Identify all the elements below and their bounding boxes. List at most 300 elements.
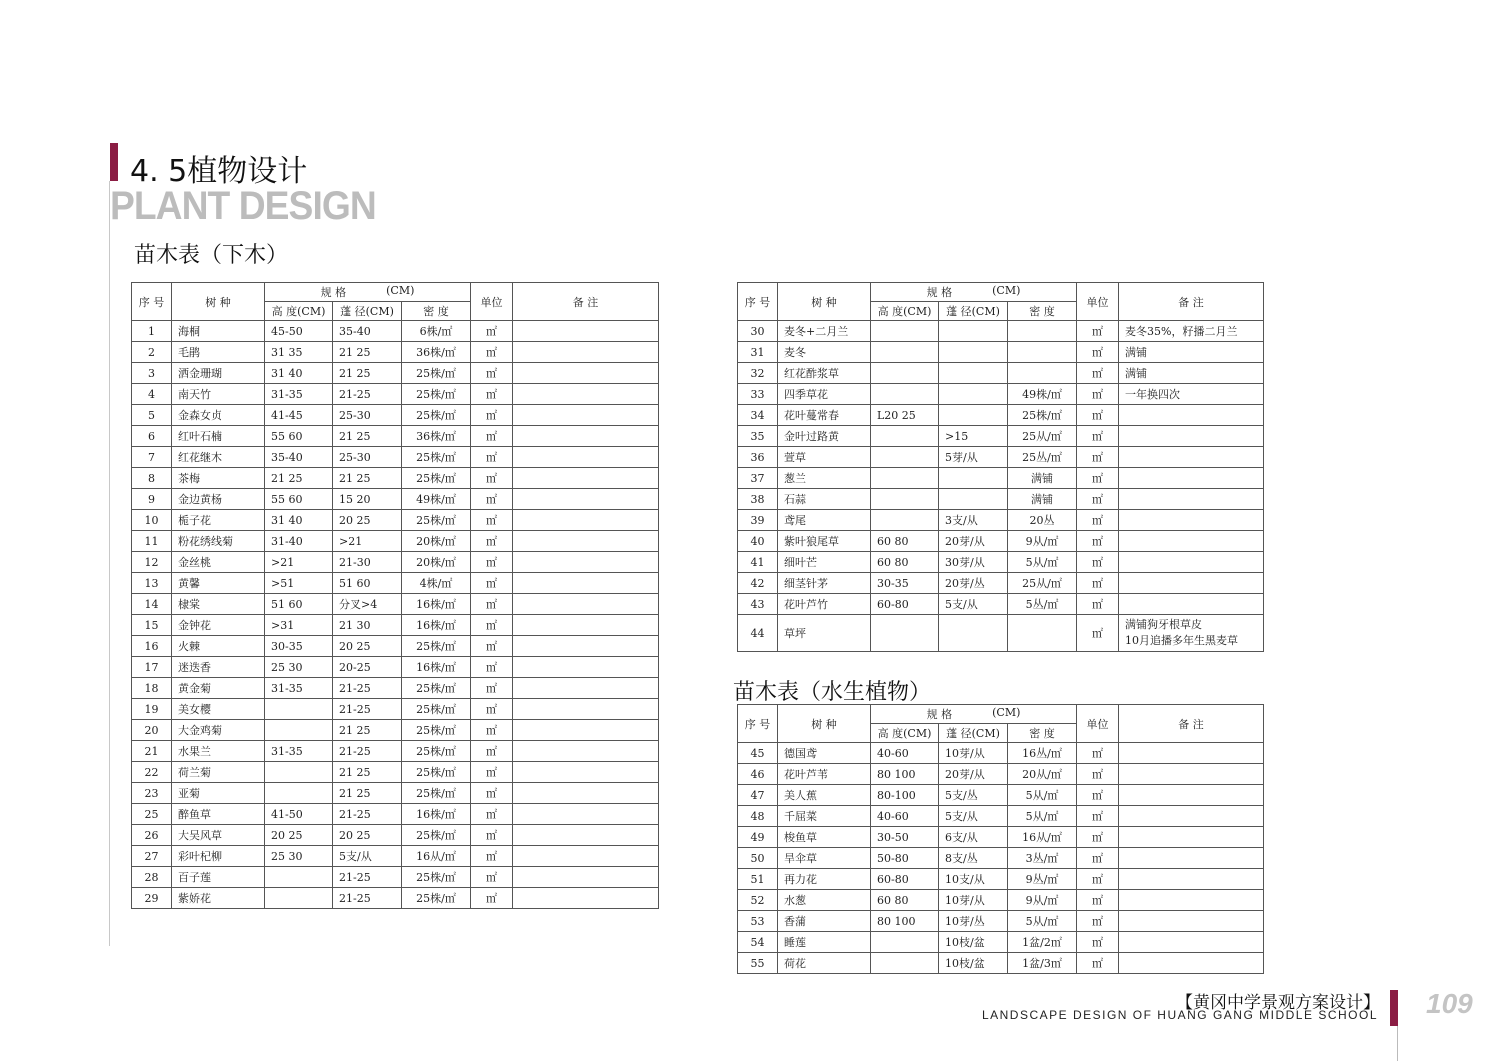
row-no: 3 xyxy=(132,363,172,384)
row-height: 25 30 xyxy=(265,657,333,678)
row-remarks xyxy=(513,825,659,846)
row-spread: 25-30 xyxy=(333,405,402,426)
row-height xyxy=(871,321,939,342)
row-spread: 5支/丛 xyxy=(939,785,1008,806)
row-species: 迷迭香 xyxy=(172,657,265,678)
row-height xyxy=(265,867,333,888)
row-spread: 3支/从 xyxy=(939,510,1008,531)
row-spread: 21-25 xyxy=(333,678,402,699)
row-spread: 21 25 xyxy=(333,363,402,384)
row-no: 22 xyxy=(132,762,172,783)
footer-accent-bar xyxy=(1390,990,1398,1026)
row-spread: 21-25 xyxy=(333,888,402,909)
row-spread: 21 25 xyxy=(333,468,402,489)
row-spread: 21-25 xyxy=(333,384,402,405)
row-no: 31 xyxy=(738,342,778,363)
row-unit: ㎡ xyxy=(1077,531,1119,552)
row-species: 粉花绣线菊 xyxy=(172,531,265,552)
row-density: 16从/㎡ xyxy=(1008,827,1077,848)
row-species: 花叶芦竹 xyxy=(778,594,871,615)
row-no: 35 xyxy=(738,426,778,447)
table-row xyxy=(132,678,659,699)
row-height: 60 80 xyxy=(871,531,939,552)
row-unit: ㎡ xyxy=(471,804,513,825)
row-unit: ㎡ xyxy=(471,342,513,363)
table-row xyxy=(132,888,659,909)
row-no: 25 xyxy=(132,804,172,825)
row-unit: ㎡ xyxy=(471,636,513,657)
aquatic-table-title: 苗木表（水生植物） xyxy=(733,680,932,705)
row-spread: 6支/从 xyxy=(939,827,1008,848)
table-row xyxy=(738,615,1264,652)
header-remarks: 备 注 xyxy=(513,283,659,321)
row-unit: ㎡ xyxy=(1077,806,1119,827)
table-row xyxy=(132,762,659,783)
row-no: 50 xyxy=(738,848,778,869)
row-no: 47 xyxy=(738,785,778,806)
row-unit: ㎡ xyxy=(471,468,513,489)
row-height: 41-50 xyxy=(265,804,333,825)
row-unit: ㎡ xyxy=(471,615,513,636)
row-spread: 5支/从 xyxy=(333,846,402,867)
row-remarks xyxy=(513,573,659,594)
row-density xyxy=(1008,615,1077,652)
row-species: 水葱 xyxy=(778,890,871,911)
header-spread: 蓬 径(CM) xyxy=(939,302,1008,321)
row-density xyxy=(1008,342,1077,363)
table-row xyxy=(738,932,1264,953)
header-no: 序 号 xyxy=(738,705,778,743)
row-density: 5从/㎡ xyxy=(1008,911,1077,932)
row-density: 5从/㎡ xyxy=(1008,806,1077,827)
table-row xyxy=(132,489,659,510)
title-accent-bar xyxy=(110,143,118,181)
table-row xyxy=(738,594,1264,615)
row-density: 16株/㎡ xyxy=(402,657,471,678)
row-unit: ㎡ xyxy=(1077,764,1119,785)
row-spread: 5支/从 xyxy=(939,594,1008,615)
row-no: 23 xyxy=(132,783,172,804)
row-height xyxy=(265,762,333,783)
row-remarks xyxy=(513,783,659,804)
row-spread: 51 60 xyxy=(333,573,402,594)
row-spread xyxy=(939,363,1008,384)
row-unit: ㎡ xyxy=(1077,785,1119,806)
row-density: 25株/㎡ xyxy=(402,678,471,699)
row-unit: ㎡ xyxy=(1077,342,1119,363)
row-remarks xyxy=(1119,911,1264,932)
row-species: 草坪 xyxy=(778,615,871,652)
table-row xyxy=(738,573,1264,594)
table-row xyxy=(132,867,659,888)
row-density: 25株/㎡ xyxy=(402,405,471,426)
row-remarks xyxy=(1119,615,1264,652)
row-unit: ㎡ xyxy=(1077,573,1119,594)
row-no: 32 xyxy=(738,363,778,384)
header-unit: 单位 xyxy=(471,283,513,321)
table-row xyxy=(738,911,1264,932)
row-spread: >21 xyxy=(333,531,402,552)
row-remarks: 麦冬35%，籽播二月兰 xyxy=(1119,321,1264,342)
table-row xyxy=(738,468,1264,489)
row-density: 20株/㎡ xyxy=(402,552,471,573)
row-no: 29 xyxy=(132,888,172,909)
row-remarks xyxy=(1119,447,1264,468)
row-spread: 25-30 xyxy=(333,447,402,468)
row-height xyxy=(265,888,333,909)
row-no: 26 xyxy=(132,825,172,846)
plant-table-aquatic xyxy=(737,704,1264,974)
table-row xyxy=(738,953,1264,974)
row-remarks xyxy=(513,720,659,741)
row-unit: ㎡ xyxy=(1077,405,1119,426)
row-remarks: 一年换四次 xyxy=(1119,384,1264,405)
row-remarks xyxy=(1119,932,1264,953)
table-row xyxy=(132,825,659,846)
table-row xyxy=(738,785,1264,806)
row-species: 细茎针茅 xyxy=(778,573,871,594)
row-no: 12 xyxy=(132,552,172,573)
table-row xyxy=(132,657,659,678)
row-unit: ㎡ xyxy=(471,489,513,510)
row-no: 9 xyxy=(132,489,172,510)
row-species: 紫娇花 xyxy=(172,888,265,909)
row-density: 4株/㎡ xyxy=(402,573,471,594)
section-title-english: PLANT DESIGN xyxy=(110,184,376,228)
row-no: 8 xyxy=(132,468,172,489)
row-spread: 20 25 xyxy=(333,510,402,531)
table-row xyxy=(132,699,659,720)
row-unit: ㎡ xyxy=(1077,869,1119,890)
footer-project-title: 【黄冈中学景观方案设计】 xyxy=(1176,993,1380,1013)
row-unit: ㎡ xyxy=(1077,363,1119,384)
row-no: 34 xyxy=(738,405,778,426)
row-unit: ㎡ xyxy=(1077,468,1119,489)
row-spread: 21 25 xyxy=(333,342,402,363)
table-row xyxy=(738,384,1264,405)
row-height: 40-60 xyxy=(871,806,939,827)
table-row xyxy=(132,447,659,468)
row-species: 美女樱 xyxy=(172,699,265,720)
row-unit: ㎡ xyxy=(471,405,513,426)
row-height: 60 80 xyxy=(871,552,939,573)
row-height: 80-100 xyxy=(871,785,939,806)
table-row xyxy=(738,363,1264,384)
row-height xyxy=(871,426,939,447)
row-spread: 21-25 xyxy=(333,867,402,888)
row-remarks xyxy=(1119,552,1264,573)
row-height: 31-35 xyxy=(265,741,333,762)
row-remarks xyxy=(1119,764,1264,785)
row-species: 栀子花 xyxy=(172,510,265,531)
row-remarks xyxy=(1119,806,1264,827)
header-no: 序 号 xyxy=(738,283,778,321)
row-species: 千屈菜 xyxy=(778,806,871,827)
row-remarks xyxy=(1119,890,1264,911)
row-height xyxy=(871,510,939,531)
row-spread: 21-25 xyxy=(333,741,402,762)
row-no: 20 xyxy=(132,720,172,741)
row-unit: ㎡ xyxy=(471,888,513,909)
table-row xyxy=(738,743,1264,764)
row-density: 9从/㎡ xyxy=(1008,890,1077,911)
row-unit: ㎡ xyxy=(1077,552,1119,573)
row-remarks xyxy=(1119,869,1264,890)
row-unit: ㎡ xyxy=(471,447,513,468)
row-density: 25株/㎡ xyxy=(402,636,471,657)
row-remarks xyxy=(513,489,659,510)
table-row xyxy=(132,720,659,741)
row-species: 金钟花 xyxy=(172,615,265,636)
row-species: 彩叶杞柳 xyxy=(172,846,265,867)
row-density: 5丛/㎡ xyxy=(1008,594,1077,615)
page-number: 109 xyxy=(1426,988,1473,1019)
row-remarks xyxy=(513,510,659,531)
row-no: 54 xyxy=(738,932,778,953)
row-remarks xyxy=(1119,531,1264,552)
row-no: 10 xyxy=(132,510,172,531)
row-density: 25株/㎡ xyxy=(402,468,471,489)
row-spread: 10芽/从 xyxy=(939,743,1008,764)
remark-line: 10月追播多年生黑麦草 xyxy=(1125,634,1238,647)
row-no: 28 xyxy=(132,867,172,888)
row-remarks xyxy=(513,594,659,615)
header-density: 密 度 xyxy=(1008,724,1077,743)
row-density: 5从/㎡ xyxy=(1008,552,1077,573)
row-density: 25从/㎡ xyxy=(1008,573,1077,594)
header-density: 密 度 xyxy=(1008,302,1077,321)
row-unit: ㎡ xyxy=(1077,953,1119,974)
row-spread xyxy=(939,468,1008,489)
row-spread: 20 25 xyxy=(333,636,402,657)
row-height: 20 25 xyxy=(265,825,333,846)
row-species: 葱兰 xyxy=(778,468,871,489)
row-remarks xyxy=(1119,827,1264,848)
row-remarks xyxy=(513,426,659,447)
row-density: 25从/㎡ xyxy=(1008,426,1077,447)
row-unit: ㎡ xyxy=(471,384,513,405)
row-no: 7 xyxy=(132,447,172,468)
row-height: 31 35 xyxy=(265,342,333,363)
table-row xyxy=(132,573,659,594)
row-no: 18 xyxy=(132,678,172,699)
row-height: 30-35 xyxy=(871,573,939,594)
row-remarks xyxy=(513,405,659,426)
under-shrub-table-title: 苗木表（下木） xyxy=(134,243,289,268)
row-species: 荷兰菊 xyxy=(172,762,265,783)
row-no: 41 xyxy=(738,552,778,573)
row-remarks xyxy=(513,447,659,468)
row-density: 9丛/㎡ xyxy=(1008,869,1077,890)
row-density: 25株/㎡ xyxy=(402,447,471,468)
table-row xyxy=(132,321,659,342)
row-unit: ㎡ xyxy=(471,531,513,552)
row-spread: 21 25 xyxy=(333,426,402,447)
row-spread: 10支/从 xyxy=(939,869,1008,890)
row-species: 荷花 xyxy=(778,953,871,974)
row-unit: ㎡ xyxy=(471,657,513,678)
row-species: 大金鸡菊 xyxy=(172,720,265,741)
row-unit: ㎡ xyxy=(471,699,513,720)
row-no: 46 xyxy=(738,764,778,785)
row-height: 35-40 xyxy=(265,447,333,468)
row-density: 3丛/㎡ xyxy=(1008,848,1077,869)
table-row xyxy=(132,468,659,489)
section-title: 4. 5植物设计 xyxy=(130,154,308,189)
row-density: 25株/㎡ xyxy=(402,384,471,405)
row-species: 紫叶狼尾草 xyxy=(778,531,871,552)
row-density: 36株/㎡ xyxy=(402,342,471,363)
row-height xyxy=(871,615,939,652)
row-no: 45 xyxy=(738,743,778,764)
table-row xyxy=(738,869,1264,890)
row-spread xyxy=(939,405,1008,426)
row-unit: ㎡ xyxy=(1077,827,1119,848)
row-remarks xyxy=(513,699,659,720)
row-spread: 20-25 xyxy=(333,657,402,678)
row-height: 80 100 xyxy=(871,911,939,932)
row-spread: 21 30 xyxy=(333,615,402,636)
row-unit: ㎡ xyxy=(1077,615,1119,652)
row-remarks xyxy=(1119,468,1264,489)
row-spread: 20芽/从 xyxy=(939,764,1008,785)
row-density: 25株/㎡ xyxy=(402,510,471,531)
header-species: 树 种 xyxy=(778,283,871,321)
table-row xyxy=(738,489,1264,510)
row-species: 石蒜 xyxy=(778,489,871,510)
row-species: 金森女贞 xyxy=(172,405,265,426)
row-no: 49 xyxy=(738,827,778,848)
row-spread: 分叉>4 xyxy=(333,594,402,615)
row-unit: ㎡ xyxy=(471,825,513,846)
row-no: 38 xyxy=(738,489,778,510)
row-remarks xyxy=(513,615,659,636)
row-remarks xyxy=(1119,743,1264,764)
row-unit: ㎡ xyxy=(1077,510,1119,531)
row-unit: ㎡ xyxy=(471,426,513,447)
row-spread: 5支/从 xyxy=(939,806,1008,827)
row-no: 16 xyxy=(132,636,172,657)
table-row xyxy=(132,510,659,531)
row-height: 31-35 xyxy=(265,678,333,699)
row-height: >31 xyxy=(265,615,333,636)
row-unit: ㎡ xyxy=(471,510,513,531)
row-species: 香蒲 xyxy=(778,911,871,932)
row-height xyxy=(871,384,939,405)
row-species: 德国鸢 xyxy=(778,743,871,764)
row-species: 四季草花 xyxy=(778,384,871,405)
row-species: 洒金珊瑚 xyxy=(172,363,265,384)
row-no: 48 xyxy=(738,806,778,827)
row-remarks xyxy=(513,846,659,867)
row-remarks xyxy=(513,468,659,489)
row-species: 金边黄杨 xyxy=(172,489,265,510)
row-unit: ㎡ xyxy=(1077,321,1119,342)
row-density xyxy=(1008,363,1077,384)
row-unit: ㎡ xyxy=(471,321,513,342)
row-remarks xyxy=(1119,405,1264,426)
table-row xyxy=(738,764,1264,785)
row-spread: 30芽/从 xyxy=(939,552,1008,573)
row-density: 16株/㎡ xyxy=(402,615,471,636)
row-height: 31-40 xyxy=(265,531,333,552)
table-row xyxy=(738,806,1264,827)
row-density: 1盆/2㎡ xyxy=(1008,932,1077,953)
header-no: 序 号 xyxy=(132,283,172,321)
row-spread: 15 20 xyxy=(333,489,402,510)
row-no: 11 xyxy=(132,531,172,552)
row-density: 25株/㎡ xyxy=(402,741,471,762)
row-height: 55 60 xyxy=(265,426,333,447)
left-margin-rule xyxy=(109,181,110,946)
plant-table-left xyxy=(131,282,659,909)
row-remarks xyxy=(513,657,659,678)
row-species: 醉鱼草 xyxy=(172,804,265,825)
row-no: 5 xyxy=(132,405,172,426)
row-spread: 21-25 xyxy=(333,699,402,720)
row-species: 南天竹 xyxy=(172,384,265,405)
row-height: 60-80 xyxy=(871,594,939,615)
row-unit: ㎡ xyxy=(471,762,513,783)
row-density: 1盆/3㎡ xyxy=(1008,953,1077,974)
row-no: 4 xyxy=(132,384,172,405)
row-species: 百子莲 xyxy=(172,867,265,888)
table-row xyxy=(132,846,659,867)
row-spread: 10枝/盆 xyxy=(939,953,1008,974)
row-no: 2 xyxy=(132,342,172,363)
row-species: 大吴风草 xyxy=(172,825,265,846)
row-no: 42 xyxy=(738,573,778,594)
row-unit: ㎡ xyxy=(471,741,513,762)
row-species: 旱伞草 xyxy=(778,848,871,869)
row-density: 16株/㎡ xyxy=(402,594,471,615)
row-unit: ㎡ xyxy=(1077,384,1119,405)
row-height xyxy=(265,783,333,804)
header-unit: 单位 xyxy=(1077,283,1119,321)
row-spread: 10芽/从 xyxy=(939,890,1008,911)
row-remarks xyxy=(513,741,659,762)
row-remarks xyxy=(513,888,659,909)
row-species: 花叶芦苇 xyxy=(778,764,871,785)
row-unit: ㎡ xyxy=(1077,743,1119,764)
row-density: 满铺 xyxy=(1008,489,1077,510)
row-no: 40 xyxy=(738,531,778,552)
row-spread: 20芽/丛 xyxy=(939,573,1008,594)
header-remarks: 备 注 xyxy=(1119,705,1264,743)
row-spread: 10芽/丛 xyxy=(939,911,1008,932)
row-height xyxy=(871,489,939,510)
row-density: 25株/㎡ xyxy=(402,825,471,846)
row-spread: 35-40 xyxy=(333,321,402,342)
row-density: 6株/㎡ xyxy=(402,321,471,342)
row-species: 黄金菊 xyxy=(172,678,265,699)
row-species: 再力花 xyxy=(778,869,871,890)
row-species: 睡莲 xyxy=(778,932,871,953)
row-remarks xyxy=(513,321,659,342)
row-unit: ㎡ xyxy=(471,678,513,699)
row-remarks xyxy=(513,363,659,384)
row-height: 31-35 xyxy=(265,384,333,405)
row-species: 红叶石楠 xyxy=(172,426,265,447)
row-height xyxy=(265,699,333,720)
row-density: 16丛/㎡ xyxy=(1008,743,1077,764)
table-row xyxy=(132,363,659,384)
row-remarks xyxy=(1119,510,1264,531)
row-height: 30-50 xyxy=(871,827,939,848)
row-unit: ㎡ xyxy=(1077,890,1119,911)
row-no: 43 xyxy=(738,594,778,615)
row-height: 55 60 xyxy=(265,489,333,510)
